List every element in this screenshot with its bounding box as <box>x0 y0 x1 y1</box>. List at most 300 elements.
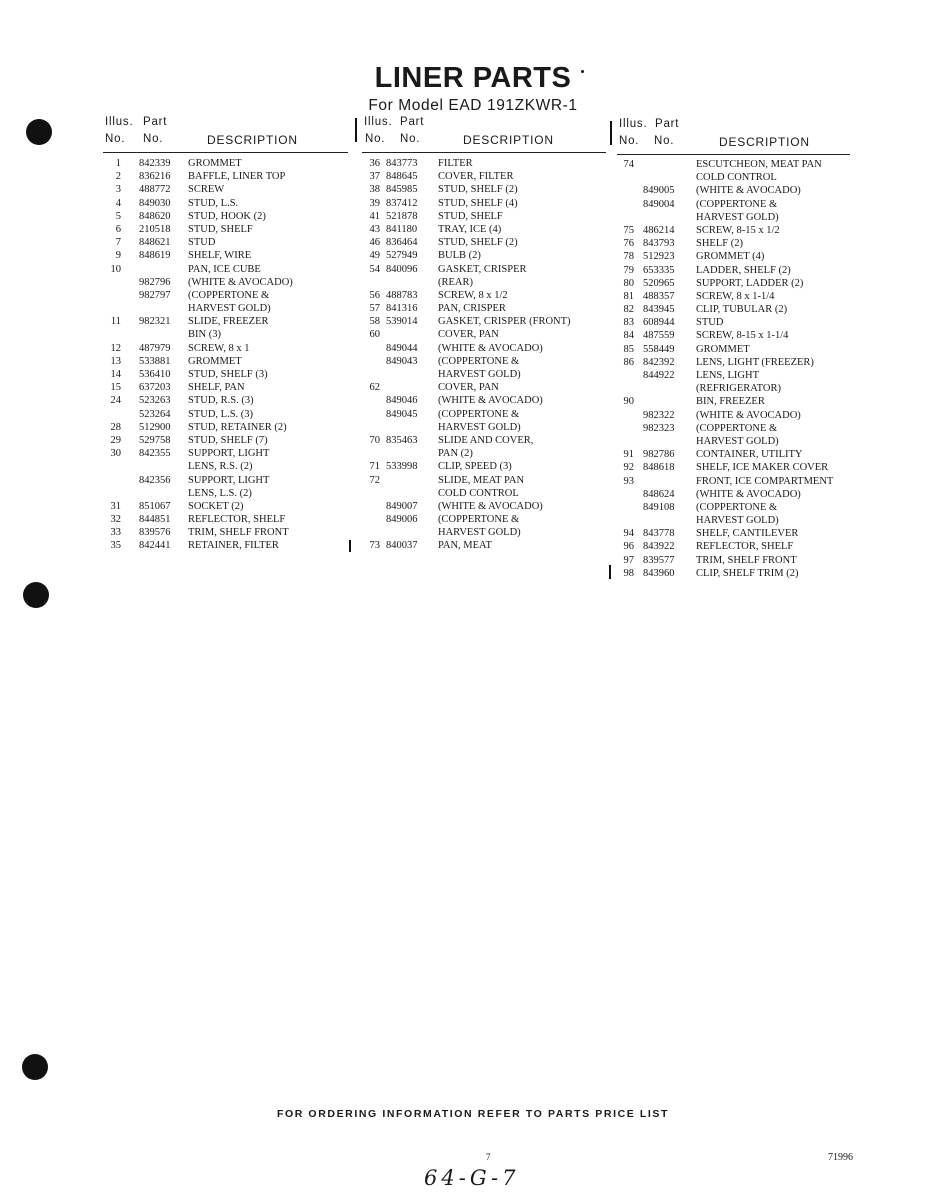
table-row <box>103 394 348 407</box>
part-number: 637203 <box>139 382 171 394</box>
part-number: 523264 <box>139 408 171 420</box>
part-number: 982323 <box>643 422 675 434</box>
part-description: SCREW, 8-15 x 1/2 <box>696 224 780 236</box>
illus-number: 71 <box>369 461 380 473</box>
table-row <box>362 183 606 196</box>
part-number: 210518 <box>139 223 171 235</box>
part-description: SCREW, 8 x 1-1/4 <box>696 290 775 302</box>
part-description: (WHITE & AVOCADO) <box>696 409 801 421</box>
part-number: 844851 <box>139 514 171 526</box>
illus-number: 91 <box>623 449 634 461</box>
table-row <box>617 540 850 553</box>
part-number: 849043 <box>386 355 418 367</box>
part-description: BIN, FREEZER <box>696 396 765 408</box>
part-number: 523263 <box>139 395 171 407</box>
part-number: 848624 <box>643 488 675 500</box>
table-row <box>617 237 850 250</box>
illus-number: 75 <box>623 224 634 236</box>
illus-number: 4 <box>115 197 121 209</box>
handwritten-note: 64-G-7 <box>424 1166 520 1190</box>
illus-number: 85 <box>623 343 634 355</box>
part-description: FRONT, ICE COMPARTMENT <box>696 475 834 487</box>
table-row <box>617 224 850 237</box>
illus-number: 90 <box>623 396 634 408</box>
table-row <box>362 394 606 407</box>
part-description: SCREW, 8 x 1 <box>188 342 250 354</box>
illus-number: 98 <box>623 567 634 579</box>
illus-number: 49 <box>369 250 380 262</box>
illus-number: 5 <box>115 210 121 222</box>
table-row <box>362 249 606 262</box>
table-row <box>362 342 606 355</box>
illus-number: 79 <box>623 264 634 276</box>
illus-number: 92 <box>623 462 634 474</box>
part-description: (WHITE & AVOCADO) <box>188 276 293 288</box>
part-number: 836216 <box>139 171 171 183</box>
table-row <box>103 474 348 487</box>
illus-number: 83 <box>623 317 634 329</box>
table-row <box>362 539 606 552</box>
part-description: CLIP, TUBULAR (2) <box>696 304 788 316</box>
table-row <box>103 302 348 315</box>
table-row <box>103 381 348 394</box>
part-description: SLIDE, FREEZER <box>188 316 269 328</box>
part-description: HARVEST GOLD) <box>188 303 271 315</box>
table-row <box>362 157 606 170</box>
part-number: 845985 <box>386 184 418 196</box>
part-number: 837412 <box>386 197 418 209</box>
illus-number: 76 <box>623 238 634 250</box>
table-row <box>362 263 606 276</box>
part-description: STUD, SHELF (7) <box>188 434 268 446</box>
table-row <box>617 435 850 448</box>
header-part-no: No. <box>400 133 421 145</box>
illus-number: 2 <box>115 171 121 183</box>
illus-number: 1 <box>115 158 121 169</box>
part-number: 848645 <box>386 171 418 183</box>
part-description: SUPPORT, LIGHT <box>188 448 270 460</box>
part-description: COVER, PAN <box>438 329 499 341</box>
part-description: SHELF (2) <box>696 238 743 250</box>
table-row <box>362 236 606 249</box>
part-description: CLIP, SHELF TRIM (2) <box>696 567 799 579</box>
table-row <box>617 277 850 290</box>
table-row <box>103 276 348 289</box>
part-description: STUD <box>696 317 724 329</box>
part-number: 849006 <box>386 514 418 526</box>
part-description: (WHITE & AVOCADO) <box>696 488 801 500</box>
page-title: LINER PARTS <box>0 62 946 95</box>
illus-number: 43 <box>369 223 380 235</box>
part-number: 849005 <box>643 185 675 197</box>
table-row <box>103 421 348 434</box>
part-description: REFLECTOR, SHELF <box>696 541 794 553</box>
table-row <box>362 197 606 210</box>
part-description: PAN, CRISPER <box>438 303 506 315</box>
table-row <box>103 197 348 210</box>
table-row <box>617 461 850 474</box>
table-row <box>617 554 850 567</box>
part-description: STUD, SHELF (4) <box>438 197 518 209</box>
illus-number: 46 <box>369 237 380 249</box>
table-row <box>362 302 606 315</box>
part-description: (REAR) <box>438 276 473 288</box>
part-description: RETAINER, FILTER <box>188 540 279 552</box>
part-number: 849004 <box>643 198 675 210</box>
table-row <box>617 343 850 356</box>
illus-number: 13 <box>110 355 121 367</box>
column-header <box>617 118 850 155</box>
illus-number: 15 <box>110 382 121 394</box>
part-description: GROMMET <box>188 158 242 169</box>
part-description: LADDER, SHELF (2) <box>696 264 791 276</box>
table-row <box>103 526 348 539</box>
header-description: DESCRIPTION <box>207 133 298 147</box>
part-description: HARVEST GOLD) <box>438 369 521 380</box>
table-row <box>362 526 606 539</box>
header-part-no: No. <box>654 135 675 147</box>
part-number: 849045 <box>386 408 418 420</box>
part-number: 512923 <box>643 251 675 263</box>
part-description: (COPPERTONE & <box>438 355 520 367</box>
table-row <box>617 290 850 303</box>
part-description: STUD, SHELF <box>438 210 503 222</box>
illus-number: 82 <box>623 304 634 316</box>
part-description: STUD, SHELF (2) <box>438 184 518 196</box>
table-row <box>362 474 606 487</box>
part-description: GROMMET <box>188 355 242 367</box>
part-number: 841180 <box>386 223 418 235</box>
table-row <box>103 289 348 302</box>
part-description: SHELF, ICE MAKER COVER <box>696 462 829 474</box>
part-description: TRIM, SHELF FRONT <box>188 527 289 539</box>
table-row <box>103 183 348 196</box>
part-description: FILTER <box>438 158 473 169</box>
part-number: 512900 <box>139 421 171 433</box>
illus-number: 86 <box>623 356 634 368</box>
parts-column-2 <box>362 116 606 553</box>
part-number: 849108 <box>643 501 675 513</box>
part-description: SCREW <box>188 184 225 196</box>
part-description: GASKET, CRISPER (FRONT) <box>438 316 571 328</box>
part-description: GROMMET (4) <box>696 251 765 263</box>
part-number: 843960 <box>643 567 675 579</box>
table-row <box>617 198 850 211</box>
illus-number: 94 <box>623 528 634 540</box>
table-row <box>103 513 348 526</box>
illus-number: 10 <box>110 263 121 275</box>
part-description: STUD, L.S. <box>188 197 239 209</box>
table-row <box>362 381 606 394</box>
illus-number: 70 <box>369 434 380 446</box>
part-description: TRAY, ICE (4) <box>438 223 502 235</box>
part-description: COVER, FILTER <box>438 171 514 183</box>
illus-number: 96 <box>623 541 634 553</box>
header-illus: Illus. <box>619 118 648 130</box>
header-illus: Illus. <box>105 116 134 128</box>
part-number: 849007 <box>386 500 418 512</box>
part-number: 533881 <box>139 355 171 367</box>
header-description: DESCRIPTION <box>463 133 554 147</box>
illus-number: 54 <box>369 263 380 275</box>
part-description: (COPPERTONE & <box>438 408 520 420</box>
illus-number: 32 <box>110 514 121 526</box>
table-row <box>617 514 850 527</box>
part-description: SUPPORT, LADDER (2) <box>696 277 804 289</box>
parts-column-3 <box>617 116 850 580</box>
part-description: BAFFLE, LINER TOP <box>188 171 286 183</box>
table-row <box>617 369 850 382</box>
part-description: PAN, MEAT <box>438 540 492 552</box>
header-description: DESCRIPTION <box>719 135 810 149</box>
table-row <box>362 500 606 513</box>
part-number: 851067 <box>139 500 171 512</box>
part-number: 487979 <box>139 342 171 354</box>
table-row <box>617 567 850 580</box>
table-row <box>362 315 606 328</box>
illus-number: 11 <box>110 316 121 328</box>
table-row <box>103 434 348 447</box>
illus-number: 58 <box>369 316 380 328</box>
part-number: 839577 <box>643 554 675 566</box>
illus-number: 72 <box>369 474 380 486</box>
illus-number: 74 <box>623 159 634 170</box>
part-description: TRIM, SHELF FRONT <box>696 554 797 566</box>
illus-number: 97 <box>623 554 634 566</box>
part-description: SHELF, WIRE <box>188 250 252 262</box>
illus-number: 80 <box>623 277 634 289</box>
parts-column-1 <box>103 116 348 553</box>
illus-number: 14 <box>110 369 121 380</box>
part-number: 835463 <box>386 434 418 446</box>
part-description: STUD, L.S. (3) <box>188 408 254 420</box>
illus-number: 38 <box>369 184 380 196</box>
table-row <box>617 409 850 422</box>
table-row <box>103 157 348 170</box>
part-number: 487559 <box>643 330 675 342</box>
table-row <box>103 315 348 328</box>
table-row <box>103 263 348 276</box>
header-part-no: No. <box>143 133 164 145</box>
table-row <box>362 328 606 341</box>
part-number: 982796 <box>139 276 171 288</box>
table-row <box>103 249 348 262</box>
illus-number: 60 <box>369 329 380 341</box>
page-number: 7 <box>486 1152 491 1162</box>
table-row <box>617 488 850 501</box>
table-row <box>362 355 606 368</box>
part-number: 488357 <box>643 290 675 302</box>
part-number: 536410 <box>139 369 171 380</box>
table-row <box>362 421 606 434</box>
parts-list <box>103 153 348 553</box>
column-header <box>103 116 348 153</box>
table-row <box>617 303 850 316</box>
part-description: HARVEST GOLD) <box>696 211 779 223</box>
table-row <box>362 276 606 289</box>
table-row <box>617 211 850 224</box>
table-row <box>617 422 850 435</box>
part-number: 488772 <box>139 184 171 196</box>
part-description: ESCUTCHEON, MEAT PAN <box>696 159 822 170</box>
table-row <box>103 368 348 381</box>
part-description: GASKET, CRISPER <box>438 263 527 275</box>
table-row <box>103 408 348 421</box>
illus-number: 81 <box>623 290 634 302</box>
column-divider-2 <box>610 121 612 145</box>
part-number: 840037 <box>386 540 418 552</box>
part-description: STUD, SHELF (2) <box>438 237 518 249</box>
part-description: BIN (3) <box>188 329 221 341</box>
part-description: (REFRIGERATOR) <box>696 383 781 395</box>
table-row <box>362 434 606 447</box>
table-row <box>362 368 606 381</box>
table-row <box>103 328 348 341</box>
table-row <box>362 210 606 223</box>
part-number: 488783 <box>386 289 418 301</box>
part-description: SOCKET (2) <box>188 500 244 512</box>
header-part: Part <box>400 116 425 128</box>
part-number: 558449 <box>643 343 675 355</box>
part-number: 840096 <box>386 263 418 275</box>
part-number: 982321 <box>139 316 171 328</box>
column-divider-1b <box>349 540 351 552</box>
part-number: 843793 <box>643 238 675 250</box>
part-number: 843773 <box>386 158 418 169</box>
part-description: (WHITE & AVOCADO) <box>438 500 543 512</box>
part-description: STUD, HOOK (2) <box>188 210 266 222</box>
binder-hole-3 <box>22 1054 48 1080</box>
part-description: GROMMET <box>696 343 750 355</box>
binder-hole-1 <box>26 119 52 145</box>
header-part: Part <box>655 118 680 130</box>
table-row <box>362 223 606 236</box>
header-part: Part <box>143 116 168 128</box>
part-number: 982786 <box>643 449 675 461</box>
part-number: 842355 <box>139 448 171 460</box>
table-row <box>617 501 850 514</box>
part-description: LENS, LIGHT (FREEZER) <box>696 356 814 368</box>
table-row <box>103 342 348 355</box>
part-description: (COPPERTONE & <box>696 422 778 434</box>
part-number: 849030 <box>139 197 171 209</box>
illus-number: 78 <box>623 251 634 263</box>
table-row <box>103 236 348 249</box>
part-description: HARVEST GOLD) <box>438 527 521 539</box>
illus-number: 73 <box>369 540 380 552</box>
part-number: 842356 <box>139 474 171 486</box>
page-subtitle: For Model EAD 191ZKWR-1 <box>368 97 578 114</box>
part-description: (WHITE & AVOCADO) <box>438 395 543 407</box>
table-row <box>617 158 850 171</box>
illus-number: 39 <box>369 197 380 209</box>
part-description: HARVEST GOLD) <box>696 515 779 527</box>
part-number: 848619 <box>139 250 171 262</box>
part-number: 848621 <box>139 237 171 249</box>
table-row <box>617 184 850 197</box>
table-row <box>362 513 606 526</box>
table-row <box>103 210 348 223</box>
table-row <box>362 460 606 473</box>
table-row <box>617 448 850 461</box>
part-description: LENS, LIGHT <box>696 370 759 381</box>
parts-list <box>617 155 850 580</box>
part-description: HARVEST GOLD) <box>438 421 521 433</box>
part-description: SHELF, PAN <box>188 382 245 394</box>
part-description: SCREW, 8-15 x 1-1/4 <box>696 330 789 342</box>
part-description: HARVEST GOLD) <box>696 435 779 447</box>
part-number: 842441 <box>139 540 171 552</box>
part-number: 836464 <box>386 237 418 249</box>
part-description: (COPPERTONE & <box>696 198 778 210</box>
illus-number: 6 <box>115 223 121 235</box>
part-number: 843922 <box>643 541 675 553</box>
column-divider-2b <box>609 565 611 579</box>
illus-number: 36 <box>369 158 380 169</box>
document-code: 71996 <box>828 1152 853 1163</box>
part-description: SLIDE, MEAT PAN <box>438 474 525 486</box>
part-number: 529758 <box>139 434 171 446</box>
illus-number: 37 <box>369 171 380 183</box>
illus-number: 93 <box>623 475 634 487</box>
part-number: 486214 <box>643 224 675 236</box>
part-description: STUD, R.S. (3) <box>188 395 254 407</box>
part-description: LENS, R.S. (2) <box>188 461 253 473</box>
part-description: STUD, SHELF <box>188 223 253 235</box>
table-row <box>103 460 348 473</box>
binder-hole-2 <box>23 582 49 608</box>
table-row <box>617 329 850 342</box>
illus-number: 30 <box>110 448 121 460</box>
part-number: 848618 <box>643 462 675 474</box>
part-number: 539014 <box>386 316 418 328</box>
illus-number: 24 <box>110 395 121 407</box>
header-illus-no: No. <box>619 135 640 147</box>
illus-number: 57 <box>369 303 380 315</box>
part-description: (WHITE & AVOCADO) <box>438 342 543 354</box>
part-number: 839576 <box>139 527 171 539</box>
table-row <box>103 447 348 460</box>
table-row <box>362 447 606 460</box>
part-description: REFLECTOR, SHELF <box>188 514 286 526</box>
illus-number: 56 <box>369 289 380 301</box>
header-illus: Illus. <box>364 116 393 128</box>
table-row <box>103 487 348 500</box>
illus-number: 33 <box>110 527 121 539</box>
illus-number: 41 <box>369 210 380 222</box>
parts-list <box>362 153 606 553</box>
illus-number: 12 <box>110 342 121 354</box>
part-number: 849044 <box>386 342 418 354</box>
part-number: 653335 <box>643 264 675 276</box>
part-number: 848620 <box>139 210 171 222</box>
part-description: SHELF, CANTILEVER <box>696 528 799 540</box>
table-row <box>617 527 850 540</box>
table-row <box>617 316 850 329</box>
part-description: (WHITE & AVOCADO) <box>696 185 801 197</box>
part-description: CLIP, SPEED (3) <box>438 461 512 473</box>
part-description: (COPPERTONE & <box>696 501 778 513</box>
table-row <box>617 395 850 408</box>
table-row <box>103 500 348 513</box>
table-row <box>362 408 606 421</box>
part-number: 527949 <box>386 250 418 262</box>
part-number: 982322 <box>643 409 675 421</box>
table-row <box>103 223 348 236</box>
part-number: 841316 <box>386 303 418 315</box>
table-row <box>362 170 606 183</box>
part-description: SUPPORT, LIGHT <box>188 474 270 486</box>
